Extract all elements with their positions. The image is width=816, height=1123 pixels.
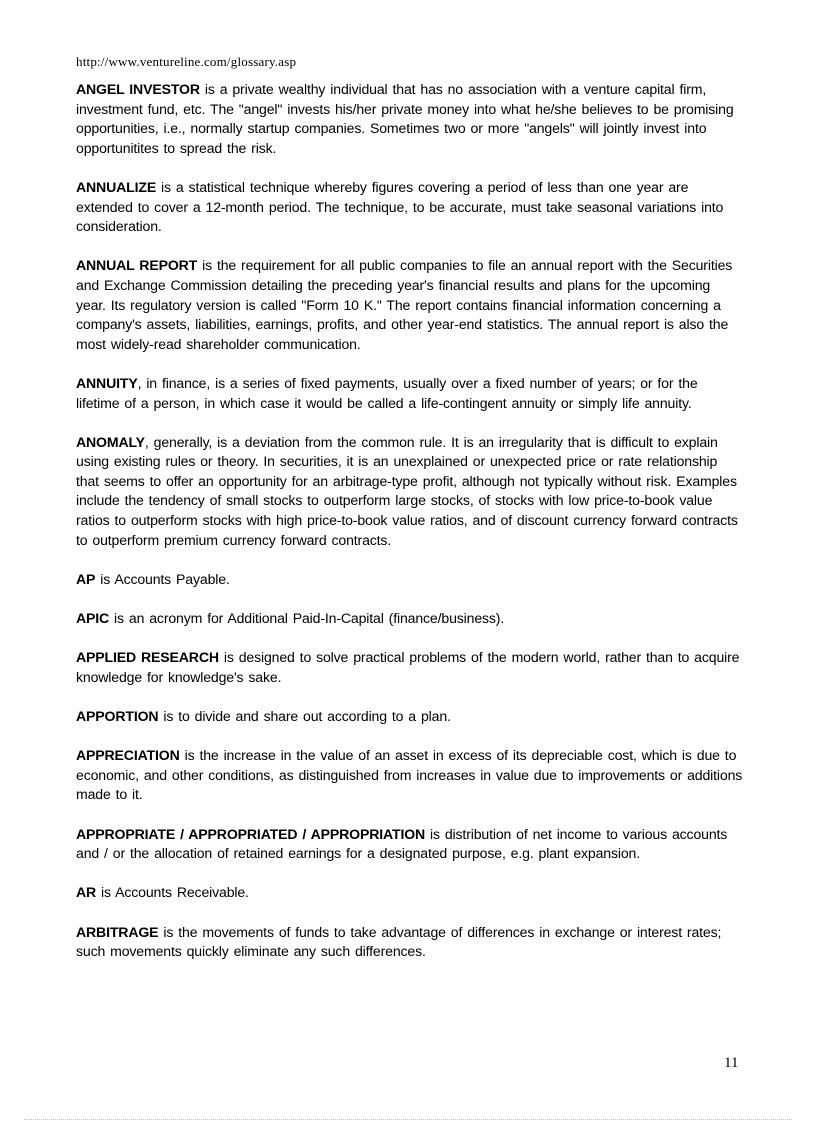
glossary-list <box>76 80 744 981</box>
glossary-term: AP <box>76 570 96 587</box>
source-url: http://www.ventureline.com/glossary.asp <box>76 54 297 69</box>
glossary-term: ANGEL INVESTOR <box>76 81 200 97</box>
glossary-definition: is Accounts Receivable. <box>96 884 249 901</box>
glossary-definition: is the movements of funds to take advantage of differences in exchange or interest rates; such movements quickly eliminate any such differences. <box>76 923 722 960</box>
glossary-term: APPRECIATION <box>76 747 180 764</box>
glossary-definition: is to divide and share out according to a plan. <box>158 708 451 724</box>
glossary-entry-apic <box>76 609 744 629</box>
glossary-definition: is designed to solve practical problems of the modern world, rather than to acquire knowledge for knowledge's sake. <box>76 649 740 685</box>
glossary-term: ANOMALY <box>76 433 145 450</box>
glossary-definition: is distribution of net income to various accounts and / or the allocation of retained earnings for a designated purpose, e.g. plant expansion. <box>76 825 728 862</box>
glossary-term: APPLIED RESEARCH <box>76 649 219 666</box>
glossary-definition: is Accounts Payable. <box>95 570 230 587</box>
glossary-definition: is an acronym for Additional Paid-In-Capital (finance/business). <box>109 610 505 627</box>
glossary-term: AR <box>76 884 97 901</box>
glossary-entry-anomaly <box>76 433 744 551</box>
glossary-term: APIC <box>76 610 110 627</box>
page-divider <box>24 1119 792 1120</box>
glossary-term: ANNUITY <box>76 374 138 391</box>
glossary-definition: is a private wealthy individual that has no association with a venture capital firm, investment fund, etc. The "angel" invests his/her private money into what he/she believes to be promising opportunities, i.e., normally startup companies. Sometimes two or more "angels" will jointly invest into opportunitites to spread the risk. <box>76 81 734 156</box>
glossary-entry-ar <box>76 883 744 903</box>
glossary-entry-appreciation <box>76 746 744 805</box>
glossary-definition: , in finance, is a series of fixed payments, usually over a fixed number of years; or for the lifetime of a person, in which case it would be called a life-contingent annuity or simply life annuity. <box>76 374 698 411</box>
glossary-entry-angel-investor <box>76 80 744 158</box>
glossary-definition: is the increase in the value of an asset in excess of its depreciable cost, which is due to economic, and other conditions, as distinguished from increases in value due to improvements or additions made to it. <box>76 747 743 803</box>
glossary-entry-annuity <box>76 374 744 413</box>
glossary-entry-applied-research <box>76 648 744 687</box>
glossary-term: APPROPRIATE / APPROPRIATED / APPROPRIATION <box>76 825 426 842</box>
glossary-definition: , generally, is a deviation from the common rule. It is an irregularity that is difficult to explain using existing rules or theory. In securities, it is an unexplained or unexpected price or rate relationship that seems to offer an opportunity for an arbitrage-type profit, although not typically without risk. Examples include the tendency of small stocks to outperform large stocks, of stocks with low price-to-book value ratios to outperform stocks with high price-to-book value ratios, and of discount currency forward contracts to outperform premium currency forward contracts. <box>76 433 738 548</box>
glossary-entry-appropriation <box>76 825 744 864</box>
glossary-entry-arbitrage <box>76 923 744 962</box>
glossary-term: ANNUAL REPORT <box>76 257 198 274</box>
page-number: 11 <box>724 1055 739 1071</box>
glossary-term: ARBITRAGE <box>76 923 159 940</box>
glossary-term: APPORTION <box>76 708 159 724</box>
glossary-entry-annualize <box>76 178 744 237</box>
glossary-definition: is a statistical technique whereby figures covering a period of less than one year are extended to cover a 12-month period. The technique, to be accurate, must take seasonal variations into consideration. <box>76 178 724 235</box>
glossary-definition: is the requirement for all public companies to file an annual report with the Securities and Exchange Commission detailing the preceding year's financial results and plans for the upcoming year. Its regulatory version is called "Form 10 K." The report contains financial information concerning a company's assets, liabilities, earnings, profits, and other year-end statistics. The annual report is also the most widely-read shareholder communication. <box>76 257 733 352</box>
glossary-entry-ap <box>76 570 744 590</box>
glossary-entry-annual-report <box>76 256 744 354</box>
glossary-term: ANNUALIZE <box>76 178 157 195</box>
glossary-entry-apportion <box>76 707 744 727</box>
